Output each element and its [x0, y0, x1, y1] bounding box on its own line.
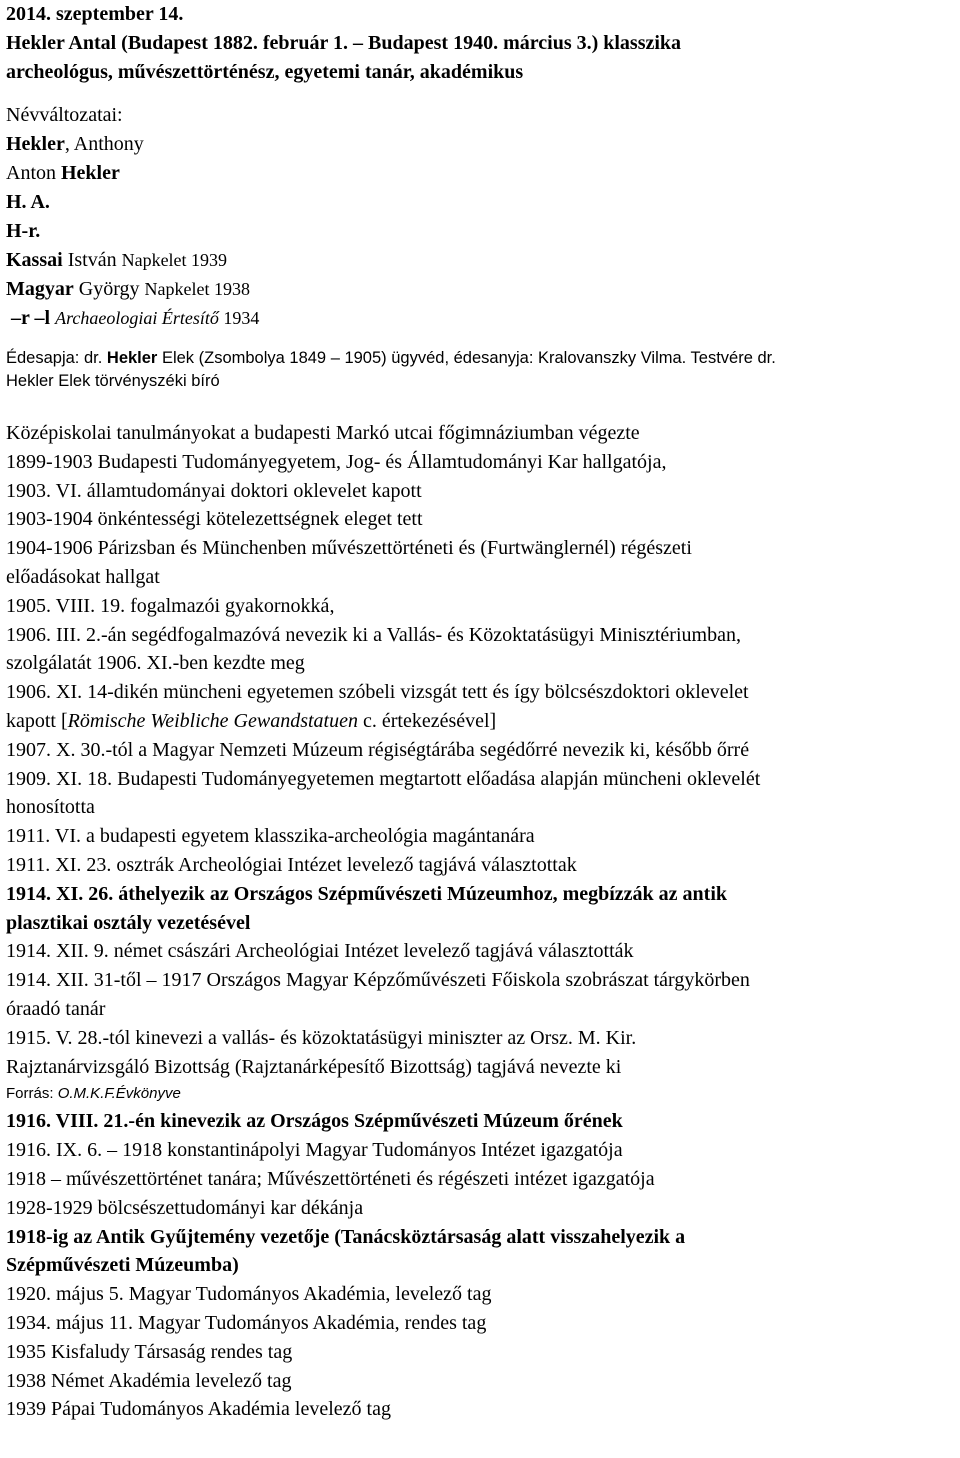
variant-line: Kassai István Napkelet 1939	[6, 249, 228, 271]
career-line: 1903-1904 önkéntességi kötelezettségnek eleget tett	[6, 508, 423, 531]
career-line: 1916. VIII. 21.-én kinevezik az Országos Szépművészeti Múzeum őrének	[6, 1110, 623, 1133]
career-line: előadásokat hallgat	[6, 565, 160, 588]
career-line: 1934. május 11. Magyar Tudományos Akadémia, rendes tag	[6, 1311, 487, 1334]
career-line: 1928-1929 bölcsészettudományi kar dékánja	[6, 1196, 364, 1219]
name-variants	[6, 101, 958, 333]
variant-line: Hekler, Anthony	[6, 133, 144, 155]
document-date: 2014. szeptember 14.	[6, 3, 184, 25]
parents-line: Hekler Elek törvényszéki bíró	[6, 372, 220, 390]
career-line: 1911. XI. 23. osztrák Archeológiai Intézet levelező tagjává választottak	[6, 853, 577, 876]
career-line: 1907. X. 30.-tól a Magyar Nemzeti Múzeum régiségtárába segédőrré nevezik ki, később őrré	[6, 738, 750, 761]
career-line: óraadó tanár	[6, 997, 106, 1020]
parents-line: Édesapja: dr. Hekler Elek (Zsombolya 1849 – 1905) ügyvéd, édesanyja: Kralovanszky Vilma. Testvére dr.	[6, 349, 776, 367]
career-line: 1899-1903 Budapesti Tudományegyetem, Jog- és Államtudományi Kar hallgatója,	[6, 450, 667, 473]
parents-section	[6, 347, 958, 393]
variant-line: –r –l Archaeologiai Értesítő 1934	[11, 307, 260, 329]
career-line: Rajztanárvizsgáló Bizottság (Rajztanárképesítő Bizottság) tagjává nevezte ki	[6, 1055, 622, 1078]
title-line: Hekler Antal (Budapest 1882. február 1. – Budapest 1940. március 3.) klasszika	[6, 32, 682, 54]
career-line: honosította	[6, 796, 95, 819]
career-line: plasztikai osztály vezetésével	[6, 911, 251, 934]
career-line: 1920. május 5. Magyar Tudományos Akadémia, levelező tag	[6, 1283, 492, 1306]
career-line: 1914. XII. 31-től – 1917 Országos Magyar Képzőművészeti Főiskola szobrászat tárgykörben	[6, 969, 750, 992]
career-line: 1903. VI. államtudományai doktori oklevelet kapott	[6, 479, 422, 502]
career-line: 1916. IX. 6. – 1918 konstantinápolyi Magyar Tudományos Intézet igazgatója	[6, 1139, 623, 1162]
career-line: 1939 Pápai Tudományos Akadémia levelező tag	[6, 1398, 391, 1421]
career-line: 1906. III. 2.-án segédfogalmazóvá nevezik ki a Vallás- és Közoktatásügyi Minisztériumban,	[6, 623, 741, 646]
career-line: 1935 Kisfaludy Társaság rendes tag	[6, 1340, 293, 1363]
career-line: 1909. XI. 18. Budapesti Tudományegyetemen megtartott előadása alapján müncheni oklevelét	[6, 767, 761, 790]
career-line: 1911. VI. a budapesti egyetem klasszika-archeológia magántanára	[6, 825, 535, 848]
source-line: Forrás: O.M.K.F.Évkönyve	[6, 1085, 181, 1103]
variant-line: H-r.	[6, 220, 41, 242]
career-line: 1906. XI. 14-dikén müncheni egyetemen szóbeli vizsgát tett és így bölcsészdoktori oklevelet	[6, 681, 749, 704]
career-line: 1904-1906 Párizsban és Münchenben művészettörténeti és (Furtwänglernél) régészeti	[6, 537, 692, 560]
variant-line: Magyar György Napkelet 1938	[6, 278, 250, 300]
career-line: szolgálatát 1906. XI.-ben kezdte meg	[6, 652, 305, 675]
career-line: 1905. VIII. 19. fogalmazói gyakornokká,	[6, 594, 335, 617]
document-header	[6, 0, 958, 87]
career-line: Középiskolai tanulmányokat a budapesti Markó utcai főgimnáziumban végezte	[6, 422, 640, 444]
variant-line: Anton Hekler	[6, 162, 120, 184]
document-page	[6, 0, 958, 1424]
career-section	[6, 419, 958, 1424]
career-line: 1938 Német Akadémia levelező tag	[6, 1369, 292, 1392]
career-line: 1914. XI. 26. áthelyezik az Országos Szépművészeti Múzeumhoz, megbízzák az antik	[6, 882, 728, 905]
career-line: 1914. XII. 9. német császári Archeológiai Intézet levelező tagjává választották	[6, 940, 634, 963]
title-line: archeológus, művészettörténész, egyetemi tanár, akadémikus	[6, 61, 524, 83]
variants-heading: Névváltozatai:	[6, 104, 123, 126]
career-line: Szépművészeti Múzeumba)	[6, 1254, 239, 1277]
career-line: 1918-ig az Antik Gyűjtemény vezetője (Tanácsköztársaság alatt visszahelyezik a	[6, 1225, 686, 1248]
career-line: 1915. V. 28.-tól kinevezi a vallás- és közoktatásügyi miniszter az Orsz. M. Kir.	[6, 1026, 637, 1049]
career-line: 1918 – művészettörténet tanára; Művészettörténeti és régészeti intézet igazgatója	[6, 1167, 655, 1190]
career-line: kapott [Römische Weibliche Gewandstatuen c. értekezésével]	[6, 709, 497, 732]
variant-line: H. A.	[6, 191, 50, 213]
